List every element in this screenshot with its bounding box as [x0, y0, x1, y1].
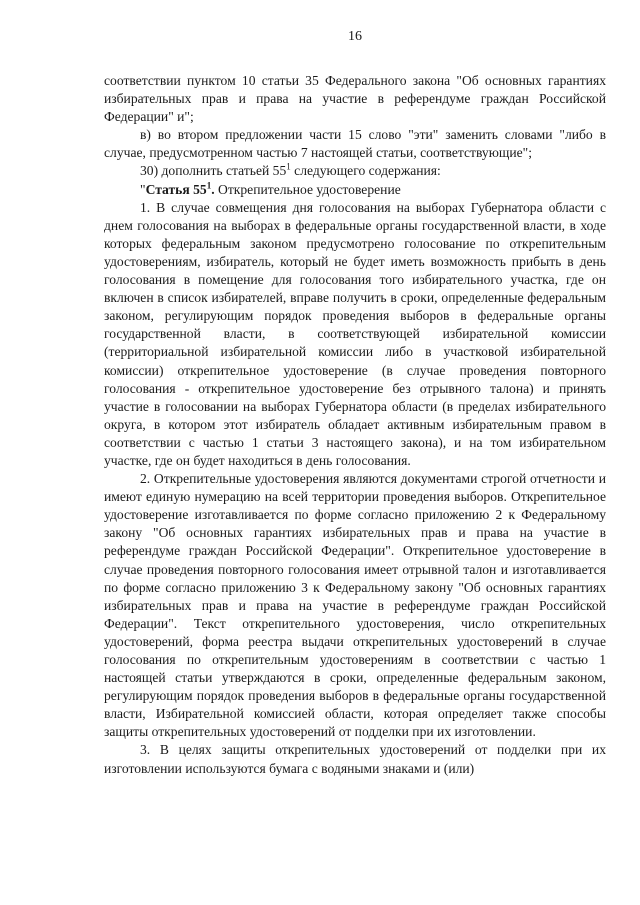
article-heading-number: Статья 55 — [145, 181, 207, 197]
paragraph-item-v: в) во втором предложении части 15 слово "эти" заменить словами "либо в случае, предусмотренном частью 7 настоящей статьи, соответствующие"; — [104, 127, 606, 161]
item-30-text-end: следующего содержания: — [290, 163, 441, 179]
article-heading-title: Открепительное удостоверение — [214, 181, 401, 197]
article-heading-dot: . — [211, 181, 215, 197]
document-page — [104, 28, 606, 778]
article-heading-quote: " — [140, 181, 146, 197]
item-30-text: 30) дополнить статьей 55 — [140, 163, 287, 179]
paragraph-continuation: соответствии пунктом 10 статьи 35 Федерального закона "Об основных гарантиях избирательных прав и права на участие в референдуме граждан Российской Федерации" и"; — [104, 73, 606, 125]
article-part-2: 2. Открепительные удостоверения являются документами строгой отчетности и имеют единую нумерацию на всей территории проведения выборов. Открепительное удостоверение изготавливается по форме согласно приложению 2 к Федеральному закону "Об основных гарантиях избирательных прав и права на участие в референдуме граждан Российской Федерации". Открепительное удостоверение в случае проведения повторного голосования имеет отрывной талон и изготавливается по форме согласно приложению 3 к Федеральному закону "Об основных гарантиях избирательных прав и права на участие в референдуме граждан Российской Федерации". Текст открепительного удостоверения, число открепительных удостоверений, форма реестра выдачи открепительных удостоверений в случае голосования по открепительным удостоверениям в соответствии с частью 1 настоящей статьи утверждаются в сроки, определенные федеральным законом, регулирующим порядок проведения выборов в федеральные органы государственной власти, Избирательной комиссией области, которая определяет также способы защиты открепительных удостоверений от подделки при их изготовлении. — [104, 471, 606, 740]
item-30-superscript: 1 — [286, 161, 291, 172]
article-part-1: 1. В случае совмещения дня голосования на выборах Губернатора области с днем голосования на выборах в федеральные органы государственной власти, в ходе которых федеральным законом предусмотрено голосование по открепительным удостоверениям, избиратель, который не будет иметь возможность прибыть в день голосования в помещение для голосования того избирательного участка, где он включен в список избирателей, вправе получить в сроки, определенные федеральным законом, регулирующим порядок проведения выборов в федеральные органы государственной власти, в соответствующей избирательной комиссии (территориальной избирательной комиссии либо в участковой избирательной комиссии) открепительное удостоверение (в случае проведения повторного голосования - открепительное удостоверение без отрывного талона) и принять участие в голосовании на выборах Губернатора области (в пределах избирательного округа, в котором этот избиратель обладает активным избирательным правом в соответствии с частью 1 статьи 3 настоящего закона), и на том избирательном участке, где он будет находиться в день голосования. — [104, 199, 606, 468]
article-part-3: 3. В целях защиты открепительных удостоверений от подделки при их изготовлении используются бумага с водяными знаками и (или) — [104, 742, 606, 776]
article-heading — [104, 181, 606, 199]
article-heading-superscript: 1 — [206, 180, 212, 191]
page-number: 16 — [348, 29, 362, 44]
paragraph-item-30 — [104, 162, 606, 180]
